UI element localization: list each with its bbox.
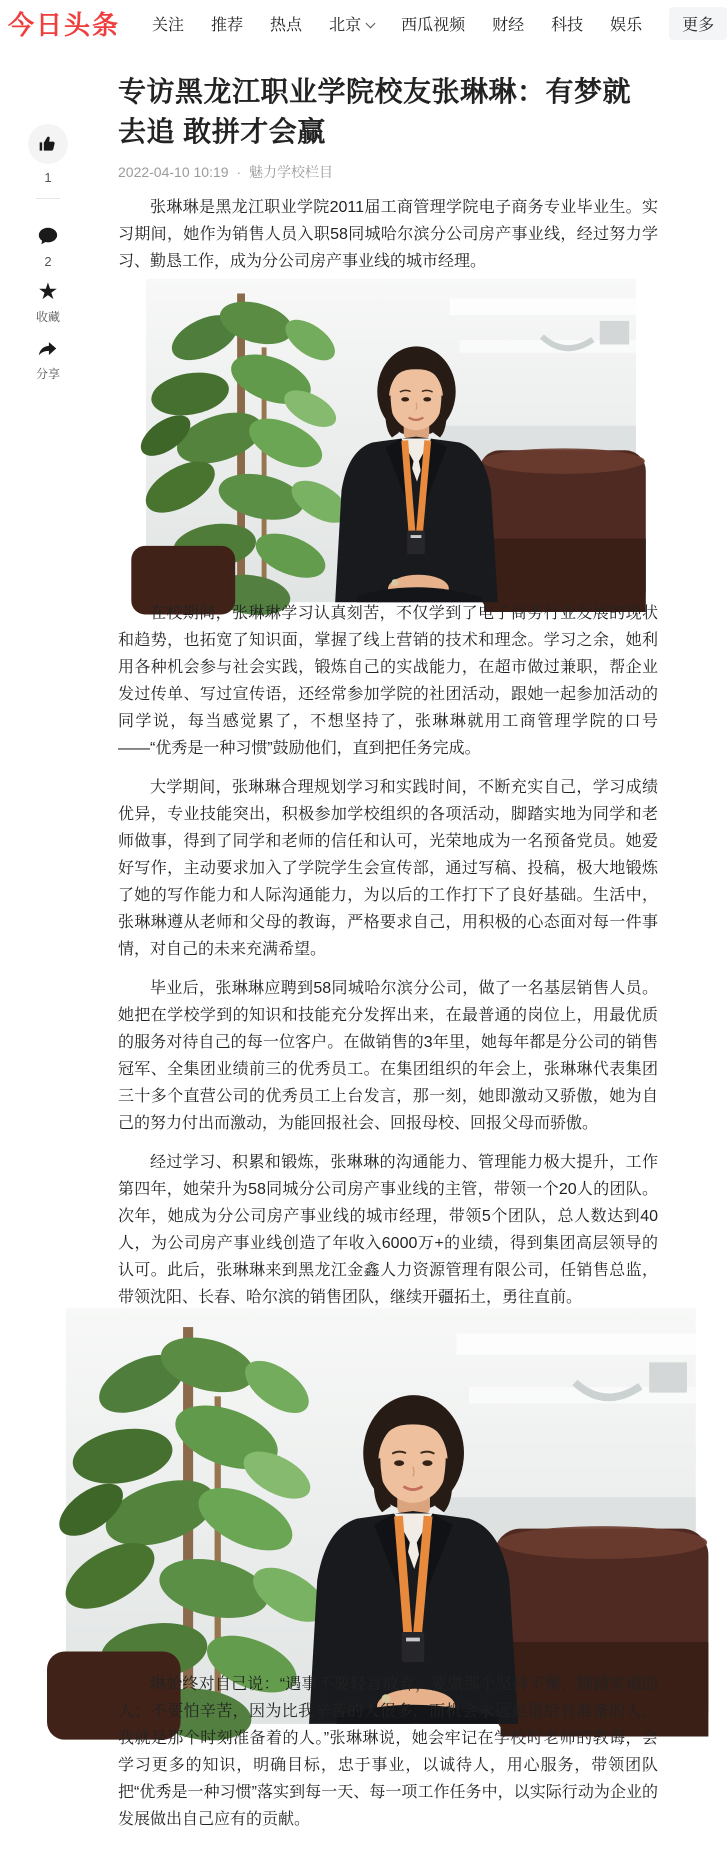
paragraph-6: 琳始终对自己说：“遇事不要轻言放弃，要做那个坚持不懈、脚踏实地的人；不要怕辛苦，因为比我辛苦的人很多，而机会永远是留给有准备的人，我就是那个时刻准备着的人。”张琳琳说，她会牢记在学校时老师的教诲，会学习更多的知识，明确目标，忠于事业，以诚待人，用心服务，带领团队把“优秀是一种习惯”落实到每一天、每一项工作任务中，以实际行动为企业的发展做出自己应有的贡献。: [118, 1676, 658, 1828]
paragraph-5: 经过学习、积累和锻炼，张琳琳的沟通能力、管理能力极大提升，工作第四年，她荣升为58同城分公司房产事业线的主管，带领一个20人的团队。次年，她成为分公司房产事业线的城市经理，带领5个团队，总人数达到40人，为公司房产事业线创造了年收入6000万+的业绩，得到集团高层领导的认可。此后，张琳琳来到黑龙江金鑫人力资源管理有限公司，任销售总监，带领沈阳、长春、哈尔滨的销售团队，继续开疆拓土，勇往直前。: [118, 1154, 658, 1306]
paragraph-3: 大学期间，张琳琳合理规划学习和实践时间，不断充实自己，学习成绩优异，专业技能突出，积极参加学校组织的各项活动，脚踏实地为同学和老师做事，得到了同学和老师的信任和认可，光荣地成为一名预备党员。她爱好写作，主动要求加入了学院学生会宣传部，通过写稿、投稿，极大地锻炼了她的写作能力和人际沟通能力，为以后的工作打下了良好基础。生活中，张琳琳遵从老师和父母的教诲，严格要求自己，用积极的心态面对每一件事情，对自己的未来充满希望。: [118, 779, 658, 958]
channel-name: 魅力学校栏目: [249, 164, 333, 180]
share-button[interactable]: [36, 337, 60, 382]
favorite-label: 收藏: [35, 310, 60, 324]
site-logo[interactable]: 今日头条: [8, 9, 121, 40]
article-meta: [118, 162, 658, 182]
article-title: 专访黑龙江职业学院校友张琳琳：有梦就去追 敢拼才会赢: [118, 76, 632, 147]
star-icon: ★: [37, 279, 59, 305]
nav-item-finance[interactable]: 财经: [492, 16, 525, 34]
chevron-down-icon: [366, 18, 376, 28]
nav-item-entertainment[interactable]: 娱乐: [610, 16, 643, 34]
nav-item-hot[interactable]: 热点: [270, 16, 303, 34]
like-button[interactable]: [28, 124, 68, 185]
nav-item-xigua-video[interactable]: 西瓜视频: [401, 16, 466, 34]
share-icon: [36, 337, 60, 361]
article-action-bar: [24, 124, 72, 382]
comment-icon: [36, 224, 60, 248]
share-label: 分享: [35, 367, 60, 381]
publish-datetime: 2022-04-10 10:19: [118, 164, 229, 180]
comment-count: 2: [44, 254, 52, 269]
thumbs-up-icon: [36, 132, 60, 156]
interview-photo-2[interactable]: [110, 1329, 658, 1659]
nav-menu: [152, 7, 727, 40]
nav-item-follow[interactable]: 关注: [152, 16, 185, 34]
comment-button[interactable]: [36, 224, 60, 269]
interview-photo-1[interactable]: [146, 293, 636, 588]
nav-item-city[interactable]: [329, 12, 374, 35]
top-navigation-bar: [0, 0, 715, 46]
meta-separator: ·: [236, 164, 242, 180]
paragraph-4: 毕业后，张琳琳应聘到58同城哈尔滨分公司，做了一名基层销售人员。她把在学校学到的知识和技能充分发挥出来，在最普通的岗位上，用最优质的服务对待自己的每一位客户。在做销售的3年里，她每年都是分公司的销售冠军、全集团业绩前三的优秀员工。在集团组织的年会上，张琳琳代表集团三十多个直营公司的优秀员工上台发言，那一刻，她即激动又骄傲，她为自己的努力付出而激动，为能回报社会、回报母校、回报父母而骄傲。: [118, 980, 658, 1132]
nav-city-label: 北京: [329, 16, 362, 34]
nav-item-tech[interactable]: 科技: [551, 16, 584, 34]
nav-item-recommend[interactable]: 推荐: [211, 16, 244, 34]
article-body: [118, 72, 658, 1833]
paragraph-1: 张琳琳是黑龙江职业学院2011届工商管理学院电子商务专业毕业生。实习期间，她作为销售人员入职58同城哈尔滨分公司房产事业线，经过努力学习、勤恳工作，成为分公司房产事业线的城市经理。: [118, 199, 658, 270]
favorite-button[interactable]: [36, 281, 60, 325]
like-count: 1: [44, 170, 52, 185]
paragraph-2: 在校期间，张琳琳学习认真刻苦，不仅学到了电子商务行业发展的现状和趋势，也拓宽了知识面，掌握了线上营销的技术和理念。学习之余，她利用各种机会参与社会实践，锻炼自己的实战能力，在超市做过兼职，帮企业发过传单、写过宣传语，还经常参加学院的社团活动，跟她一起参加活动的同学说，每当感觉累了，不想坚持了，张琳琳就用工商管理学院的口号——“优秀是一种习惯”鼓励他们，直到把任务完成。: [118, 605, 658, 757]
nav-more-button[interactable]: 更多: [669, 7, 727, 40]
action-bar-divider: [36, 198, 60, 199]
